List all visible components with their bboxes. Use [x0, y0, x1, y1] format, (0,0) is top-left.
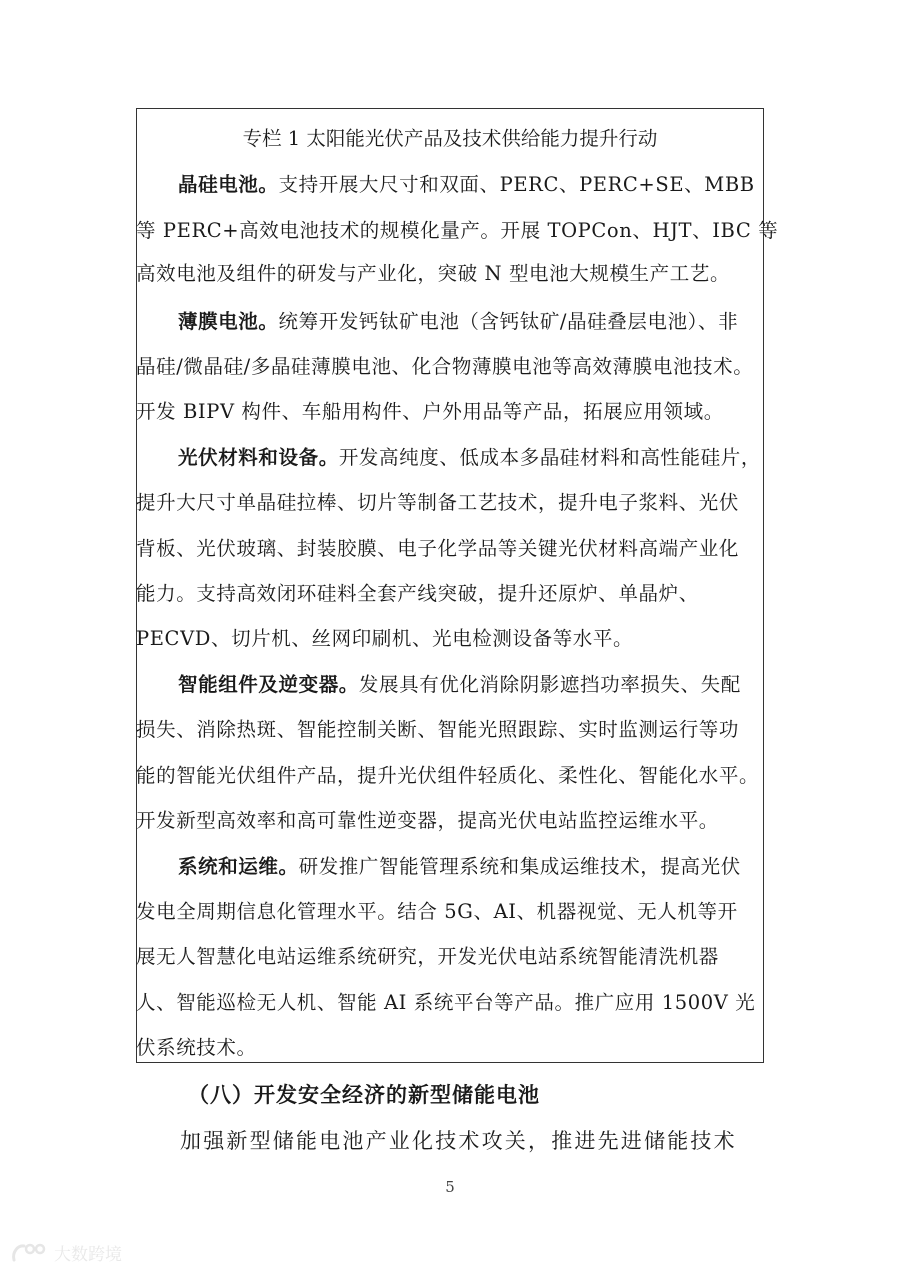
section-line: 伏系统技术。 — [136, 1036, 257, 1059]
section-line: 晶硅/微晶硅/多晶硅薄膜电池、化合物薄膜电池等高效薄膜电池技术。 — [136, 355, 754, 378]
section-line: 等 PERC+高效电池技术的规模化量产。开展 TOPCon、HJT、IBC 等 — [136, 219, 779, 242]
section-line: 开发新型高效率和高可靠性逆变器，提高光伏电站监控运维水平。 — [136, 809, 719, 832]
section-lead: 薄膜电池。 — [178, 310, 279, 333]
section-text: 发展具有优化消除阴影遮挡功率损失、失配 — [358, 673, 741, 696]
section-line: 展无人智慧化电站运维系统研究，开发光伏电站系统智能清洗机器 — [136, 945, 719, 968]
section-first-line — [178, 673, 806, 697]
watermark-text: 大数跨境 — [54, 1245, 122, 1265]
section-text: 研发推广智能管理系统和集成运维技术，提高光伏 — [298, 855, 741, 878]
page-number: 5 — [445, 1178, 455, 1196]
section-line: 提升大尺寸单晶硅拉棒、切片等制备工艺技术，提升电子浆料、光伏 — [136, 491, 740, 514]
section-lead: 光伏材料和设备。 — [178, 446, 339, 469]
section-line: 开发 BIPV 构件、车船用构件、户外用品等产品，拓展应用领域。 — [136, 400, 724, 423]
section-heading: （八）开发安全经济的新型储能电池 — [188, 1083, 540, 1107]
section-lead: 智能组件及逆变器。 — [178, 673, 359, 696]
box-title: 专栏 1 太阳能光伏产品及技术供给能力提升行动 — [242, 127, 658, 150]
section-text: 开发高纯度、低成本多晶硅材料和高性能硅片， — [338, 446, 761, 469]
watermark — [10, 1240, 122, 1265]
section-lead: 系统和运维。 — [178, 855, 299, 878]
section-line: 高效电池及组件的研发与产业化，突破 N 型电池大规模生产工艺。 — [136, 262, 731, 285]
section-line: 能力。支持高效闭环硅料全套产线突破，提升还原炉、单晶炉、 — [136, 582, 699, 605]
section-line: 损失、消除热斑、智能控制关断、智能光照跟踪、实时监测运行等功 — [136, 718, 740, 741]
section-line: 发电全周期信息化管理水平。结合 5G、AI、机器视觉、无人机等开 — [136, 900, 738, 923]
section-first-line — [178, 446, 806, 470]
section-text: 统筹开发钙钛矿电池（含钙钛矿/晶硅叠层电池）、非 — [278, 310, 739, 333]
section-lead: 晶硅电池。 — [178, 173, 279, 196]
section-line: 能的智能光伏组件产品，提升光伏组件轻质化、柔性化、智能化水平。 — [136, 764, 760, 787]
section-line: PECVD、切片机、丝网印刷机、光电检测设备等水平。 — [136, 627, 634, 650]
watermark-logo-icon — [10, 1242, 48, 1264]
section-first-line — [178, 310, 806, 334]
section-line: 背板、光伏玻璃、封装胶膜、电子化学品等关键光伏材料高端产业化 — [136, 537, 740, 560]
section-first-line — [178, 855, 806, 879]
section-first-line — [178, 173, 806, 197]
section-line: 人、智能巡检无人机、智能 AI 系统平台等产品。推广应用 1500V 光 — [136, 991, 756, 1014]
section-text: 支持开展大尺寸和双面、PERC、PERC+SE、MBB — [278, 173, 755, 196]
body-text-line: 加强新型储能电池产业化技术攻关，推进先进储能技术 — [180, 1129, 737, 1153]
